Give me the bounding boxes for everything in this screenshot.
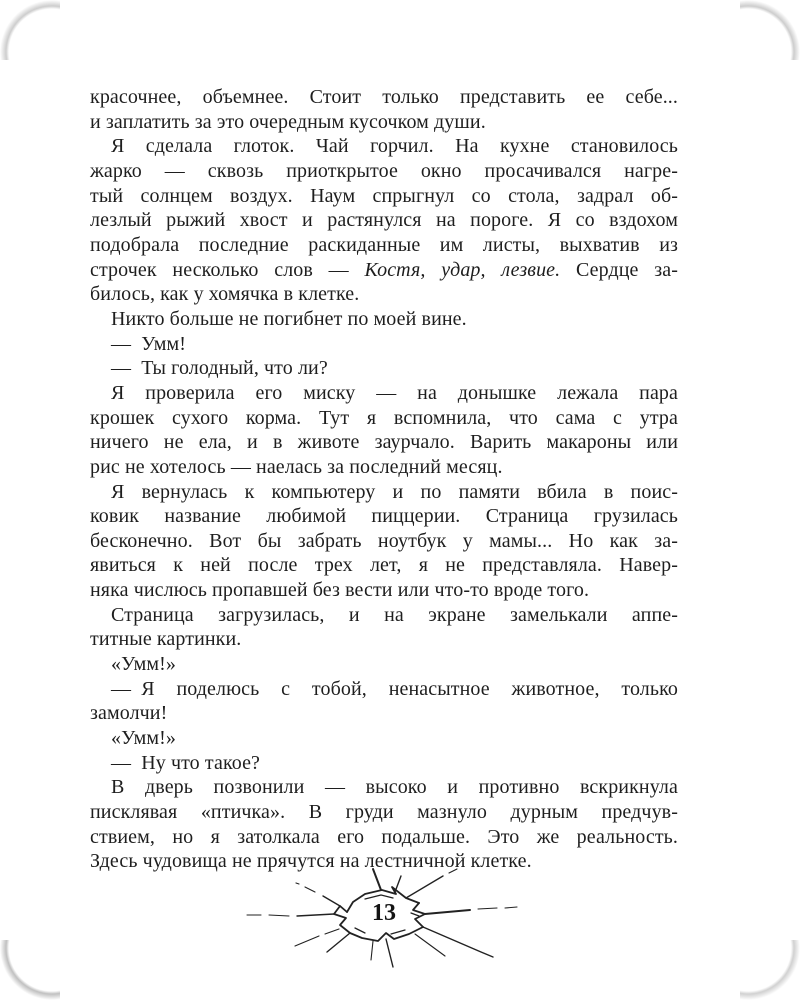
text-line: [90, 553, 678, 578]
paragraph: [90, 332, 678, 357]
text-segment: Я проверила его миску — на донышке лежала пара: [111, 381, 678, 404]
page-corner-shadow: [740, 0, 800, 60]
text-line: [90, 233, 678, 258]
text-segment: — Ну что такое?: [111, 751, 261, 774]
text-line: [90, 480, 678, 505]
text-segment: подобрала последние раскиданные им листы, выхватив из: [90, 233, 678, 256]
text-line: [90, 603, 678, 628]
text-line: [90, 751, 678, 776]
paragraph: [90, 603, 678, 652]
text-segment: строчек несколько слов —: [90, 258, 365, 281]
text-line: [90, 159, 678, 184]
text-segment: красочнее, объемнее. Стоит только представить ее себе...: [90, 86, 678, 108]
text-line: [90, 208, 678, 233]
text-line: [90, 356, 678, 381]
paragraph: [90, 85, 678, 134]
page-corner-shadow: [0, 940, 60, 1000]
italic-text: Костя, удар, лезвие.: [364, 258, 561, 281]
text-segment: Сердце за-: [560, 258, 678, 281]
text-line: [90, 800, 678, 825]
text-line: [90, 652, 678, 677]
text-line: [90, 134, 678, 159]
page-corner-shadow: [740, 940, 800, 1000]
text-segment: жарко — сквозь приоткрытое окно просачивался нагре-: [90, 159, 678, 182]
text-segment: рис не хотелось — наелась за последний месяц.: [90, 455, 503, 478]
text-segment: ствием, но я затолкала его подальше. Это же реальность.: [90, 825, 678, 848]
text-segment: замолчи!: [90, 702, 168, 725]
text-line: [90, 184, 678, 209]
page-number: 13: [372, 900, 396, 926]
page-footer-ornament: [235, 866, 545, 976]
text-segment: «Умм!»: [111, 727, 176, 750]
text-segment: — Умм!: [111, 332, 186, 355]
paragraph: [90, 726, 678, 751]
paragraph: [90, 134, 678, 307]
text-line: [90, 504, 678, 529]
paragraph: [90, 751, 678, 776]
text-segment: и заплатить за это очередным кусочком души.: [90, 110, 486, 133]
text-line: [90, 430, 678, 455]
paragraph: [90, 356, 678, 381]
text-line: [90, 332, 678, 357]
text-line: [90, 307, 678, 332]
text-segment: крошек сухого корма. Тут я вспомнила, что сама с утра: [90, 406, 678, 429]
text-segment: Никто больше не погибнет по моей вине.: [111, 307, 467, 330]
cracked-glass-icon: [235, 866, 545, 976]
text-line: [90, 85, 678, 110]
paragraph: [90, 480, 678, 603]
text-segment: няка числюсь пропавшей без вести или что-то вроде того.: [90, 579, 590, 602]
text-line: [90, 775, 678, 800]
text-line: [90, 627, 678, 652]
text-segment: титные картинки.: [90, 628, 242, 651]
text-segment: — Ты голодный, что ли?: [111, 357, 328, 380]
text-segment: билось, как у хомячка в клетке.: [90, 283, 360, 306]
text-line: [90, 258, 678, 283]
text-line: [90, 529, 678, 554]
text-segment: лезлый рыжий хвост и растянулся на пороге. Я со вздохом: [90, 209, 678, 232]
text-segment: явиться к ней после трех лет, я не представляла. Навер-: [90, 554, 678, 577]
text-segment: Страница загрузилась, и на экране замелькали аппе-: [111, 603, 678, 626]
text-line: [90, 406, 678, 431]
text-line: [90, 455, 678, 480]
text-segment: Я вернулась к компьютеру и по памяти вбила в поис-: [111, 480, 678, 503]
paragraph: [90, 775, 678, 874]
text-segment: Здесь чудовища не прячутся на лестничной клетке.: [90, 850, 532, 873]
text-line: [90, 701, 678, 726]
paragraph: [90, 677, 678, 726]
text-line: [90, 381, 678, 406]
text-segment: — Я поделюсь с тобой, ненасытное животное, только: [111, 677, 678, 700]
text-segment: «Умм!»: [111, 653, 176, 676]
page-corner-shadow: [0, 0, 60, 60]
text-segment: тый солнцем воздух. Наум спрыгнул со стола, задрал об-: [90, 184, 678, 207]
text-segment: ничего не ела, и в животе заурчало. Варить макароны или: [90, 431, 678, 454]
text-segment: писклявая «птичка». В груди мазнуло дурным предчув-: [90, 801, 678, 824]
text-line: [90, 726, 678, 751]
paragraph: [90, 381, 678, 480]
page-text: [90, 85, 678, 874]
text-line: [90, 677, 678, 702]
text-segment: ковик название любимой пиццерии. Страница грузилась: [90, 505, 678, 528]
text-line: [90, 110, 678, 135]
text-segment: В дверь позвонили — высоко и противно вскрикнула: [111, 776, 678, 799]
text-line: [90, 825, 678, 850]
text-line: [90, 578, 678, 603]
text-segment: бесконечно. Вот бы забрать ноутбук у мамы... Но как за-: [90, 529, 678, 552]
paragraph: [90, 307, 678, 332]
text-line: [90, 282, 678, 307]
paragraph: [90, 652, 678, 677]
text-segment: Я сделала глоток. Чай горчил. На кухне становилось: [111, 135, 678, 158]
